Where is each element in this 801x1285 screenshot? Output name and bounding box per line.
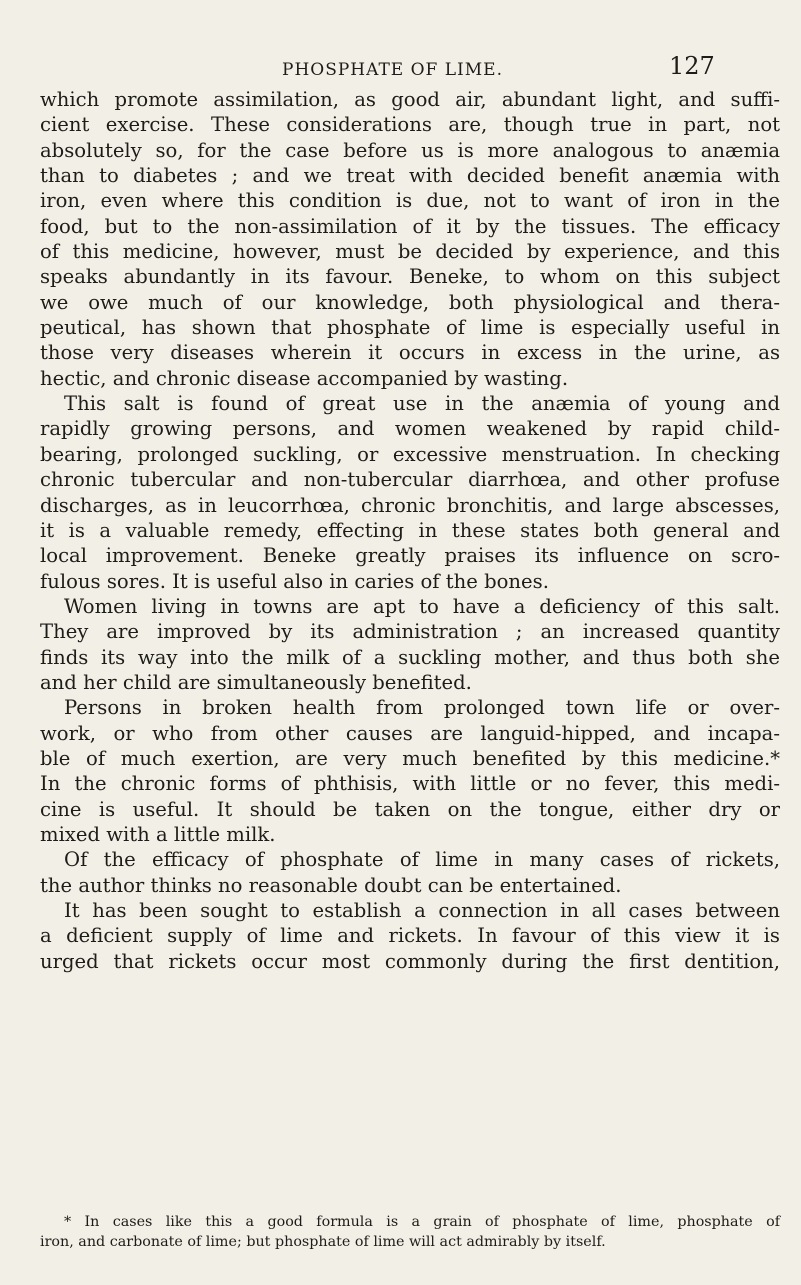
- text-line: work, or who from other causes are languid-hipped, and incapa-: [40, 721, 780, 745]
- text-line: local improvement. Beneke greatly praises its influence on scro-: [40, 544, 780, 568]
- text-line: speaks abundantly in its favour. Beneke, to whom on this subject: [40, 265, 780, 289]
- text-line: This salt is found of great use in the anæmia of young and: [64, 392, 780, 416]
- text-line: iron, even where this condition is due, not to want of iron in the: [40, 189, 780, 213]
- text-line: discharges, as in leucorrhœa, chronic bronchitis, and large abscesses,: [40, 493, 780, 517]
- text-line: Women living in towns are apt to have a deficiency of this salt.: [64, 594, 780, 618]
- text-line: They are improved by its administration ; an increased quantity: [40, 620, 780, 644]
- page-number: 127: [669, 52, 715, 80]
- text-line: It has been sought to establish a connection in all cases between: [64, 899, 780, 922]
- text-line: In the chronic forms of phthisis, with little or no fever, this medi-: [40, 772, 780, 796]
- text-line: finds its way into the milk of a suckling mother, and thus both she: [40, 645, 780, 669]
- text-line: the author thinks no reasonable doubt can be entertained.: [40, 873, 622, 897]
- body-text: [40, 87, 780, 974]
- text-line: rapidly growing persons, and women weakened by rapid child-: [40, 417, 780, 441]
- footnote-line: * In cases like this a good formula is a grain of phosphate of lime, phosphate of: [64, 1214, 780, 1230]
- text-line: cine is useful. It should be taken on the tongue, either dry or: [40, 797, 780, 821]
- text-line: of this medicine, however, must be decided by experience, and this: [40, 240, 780, 264]
- text-line: it is a valuable remedy, effecting in these states both general and: [40, 518, 780, 542]
- text-line: and her child are simultaneously benefited.: [40, 670, 472, 694]
- text-line: hectic, and chronic disease accompanied by wasting.: [40, 366, 569, 390]
- text-line: ble of much exertion, are very much benefited by this medicine.*: [40, 746, 780, 770]
- text-line: than to diabetes ; and we treat with decided benefit anæmia with: [40, 164, 780, 188]
- text-line: we owe much of our knowledge, both physiological and thera-: [40, 290, 780, 314]
- running-header: [0, 52, 801, 82]
- text-line: fulous sores. It is useful also in caries of the bones.: [40, 569, 549, 593]
- text-line: chronic tubercular and non-tubercular diarrhœa, and other profuse: [40, 468, 780, 492]
- text-line: urged that rickets occur most commonly during the first dentition,: [40, 949, 780, 973]
- text-line: mixed with a little milk.: [40, 822, 276, 846]
- text-line: food, but to the non-assimilation of it by the tissues. The efficacy: [40, 214, 780, 238]
- text-line: which promote assimilation, as good air, abundant light, and suffi-: [40, 88, 780, 111]
- footnote: [40, 1212, 780, 1252]
- text-line: cient exercise. These considerations are, though true in part, not: [40, 113, 780, 137]
- text-line: Of the efficacy of phosphate of lime in many cases of rickets,: [64, 848, 780, 872]
- footnote-line: iron, and carbonate of lime; but phosphate of lime will act admirably by itself.: [40, 1234, 606, 1250]
- text-line: a deficient supply of lime and rickets. In favour of this view it is: [40, 924, 780, 948]
- text-line: those very diseases wherein it occurs in excess in the urine, as: [40, 341, 780, 365]
- running-title: PHOSPHATE OF LIME.: [282, 60, 503, 80]
- text-line: absolutely so, for the case before us is more analogous to anæmia: [40, 138, 780, 162]
- text-line: bearing, prolonged suckling, or excessive menstruation. In checking: [40, 442, 780, 466]
- text-line: Persons in broken health from prolonged town life or over-: [64, 696, 780, 720]
- text-line: peutical, has shown that phosphate of lime is especially useful in: [40, 316, 780, 340]
